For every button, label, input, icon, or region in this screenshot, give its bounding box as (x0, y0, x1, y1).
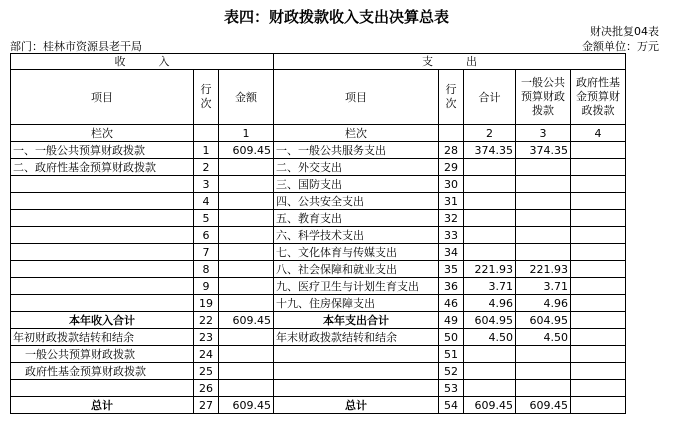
income-amount (219, 227, 274, 244)
table-row (11, 210, 626, 227)
expense-row-no: 51 (439, 346, 464, 363)
income-amount (219, 346, 274, 363)
form-number: 财决批复04表 (590, 25, 659, 38)
expense-item-header: 项目 (274, 70, 439, 125)
income-amount (219, 329, 274, 346)
income-total-label: 本年收入合计 (11, 312, 194, 329)
expense-item: 七、文化体育与传媒支出 (274, 244, 439, 261)
expense-general-budget (516, 380, 571, 397)
income-item: 一般公共预算财政拨款 (11, 346, 194, 363)
income-amount (219, 159, 274, 176)
expense-total: 3.71 (464, 278, 516, 295)
income-row-no: 25 (194, 363, 219, 380)
column-index-4: 4 (571, 125, 626, 142)
expense-fund-budget (571, 159, 626, 176)
expense-total (464, 176, 516, 193)
expense-row-no: 49 (439, 312, 464, 329)
expense-item (274, 380, 439, 397)
expense-fund-budget (571, 244, 626, 261)
income-item (11, 261, 194, 278)
table-row (11, 244, 626, 261)
table-row (11, 346, 626, 363)
column-index-1: 1 (219, 125, 274, 142)
expense-fund-budget (571, 346, 626, 363)
expense-total (464, 210, 516, 227)
expense-general-budget (516, 363, 571, 380)
amount-unit: 金额单位：万元 (582, 40, 659, 53)
expense-general-budget (516, 176, 571, 193)
expense-total (464, 193, 516, 210)
expense-fund-budget (571, 329, 626, 346)
expense-fund-budget (571, 261, 626, 278)
income-item (11, 176, 194, 193)
expense-general-budget: 4.50 (516, 329, 571, 346)
expense-general-budget: 4.96 (516, 295, 571, 312)
expense-total (464, 244, 516, 261)
expense-general-budget: 374.35 (516, 142, 571, 159)
income-row-no: 27 (194, 397, 219, 414)
expense-total-header: 合计 (464, 70, 516, 125)
income-item-header: 项目 (11, 70, 194, 125)
table-row (11, 329, 626, 346)
expense-fund-budget (571, 142, 626, 159)
table-row (11, 363, 626, 380)
income-item (11, 295, 194, 312)
expense-row-no: 54 (439, 397, 464, 414)
expense-item: 年末财政拨款结转和结余 (274, 329, 439, 346)
income-item: 年初财政拨款结转和结余 (11, 329, 194, 346)
income-row-no: 3 (194, 176, 219, 193)
income-row-no: 5 (194, 210, 219, 227)
expense-general-budget (516, 159, 571, 176)
income-row-no: 6 (194, 227, 219, 244)
expense-row-no: 53 (439, 380, 464, 397)
income-total-amount: 609.45 (219, 312, 274, 329)
income-row-no: 24 (194, 346, 219, 363)
grand-total-fund (571, 397, 626, 414)
table-row (11, 193, 626, 210)
income-item (11, 244, 194, 261)
expense-item (274, 363, 439, 380)
expense-total (464, 346, 516, 363)
grand-total-label: 总计 (274, 397, 439, 414)
expense-item (274, 346, 439, 363)
income-item (11, 210, 194, 227)
expense-total (464, 227, 516, 244)
income-amount-header: 金额 (219, 70, 274, 125)
income-row-no: 4 (194, 193, 219, 210)
report-title: 表四：财政拨款收入支出决算总表 (223, 8, 449, 26)
expense-item: 十九、住房保障支出 (274, 295, 439, 312)
department-label: 部门：桂林市资源县老干局 (10, 40, 142, 53)
expense-row-no: 33 (439, 227, 464, 244)
expense-general-budget (516, 244, 571, 261)
expense-row-no: 31 (439, 193, 464, 210)
expense-row-no: 28 (439, 142, 464, 159)
expense-row-no: 32 (439, 210, 464, 227)
income-section-header: 收 入 (11, 54, 274, 70)
expense-row-no: 50 (439, 329, 464, 346)
table-row (11, 261, 626, 278)
expense-general-budget (516, 193, 571, 210)
expense-row-no: 35 (439, 261, 464, 278)
expense-total (464, 363, 516, 380)
expense-row-no: 34 (439, 244, 464, 261)
expense-total (464, 380, 516, 397)
expense-item: 九、医疗卫生与计划生育支出 (274, 278, 439, 295)
fund-budget-header: 政府性基金预算财政拨款 (571, 70, 626, 125)
expense-total: 221.93 (464, 261, 516, 278)
expense-item: 四、公共安全支出 (274, 193, 439, 210)
income-amount (219, 210, 274, 227)
income-row-no: 7 (194, 244, 219, 261)
table-row (11, 295, 626, 312)
grand-total-expense: 609.45 (464, 397, 516, 414)
expense-row-no: 36 (439, 278, 464, 295)
expense-fund-budget (571, 295, 626, 312)
income-amount: 609.45 (219, 142, 274, 159)
income-row-no: 9 (194, 278, 219, 295)
expense-item: 三、国防支出 (274, 176, 439, 193)
budget-summary-table (10, 53, 626, 414)
income-row-no: 26 (194, 380, 219, 397)
expense-total-label: 本年支出合计 (274, 312, 439, 329)
income-rowno-header: 行次 (194, 70, 219, 125)
expense-fund-budget (571, 312, 626, 329)
income-row-no: 22 (194, 312, 219, 329)
expense-row-no: 46 (439, 295, 464, 312)
grand-total-general: 609.45 (516, 397, 571, 414)
table-row (11, 278, 626, 295)
expense-general-budget (516, 346, 571, 363)
income-item (11, 193, 194, 210)
grand-total-income: 609.45 (219, 397, 274, 414)
income-row-no: 2 (194, 159, 219, 176)
expense-fund-budget (571, 380, 626, 397)
general-budget-header: 一般公共预算财政拨款 (516, 70, 571, 125)
income-amount (219, 244, 274, 261)
expense-total: 4.50 (464, 329, 516, 346)
income-item (11, 278, 194, 295)
income-item (11, 227, 194, 244)
expense-fund-budget (571, 176, 626, 193)
table-row (11, 142, 626, 159)
income-amount (219, 193, 274, 210)
expense-item: 六、科学技术支出 (274, 227, 439, 244)
income-row-no: 1 (194, 142, 219, 159)
expense-fund-budget (571, 227, 626, 244)
income-amount (219, 295, 274, 312)
expense-fund-budget (571, 278, 626, 295)
expense-fund-budget (571, 210, 626, 227)
expense-general-budget: 604.95 (516, 312, 571, 329)
table-row (11, 159, 626, 176)
grand-total-row (11, 397, 626, 414)
expense-fund-budget (571, 193, 626, 210)
column-index-label: 栏次 (274, 125, 439, 142)
expense-rowno-header: 行次 (439, 70, 464, 125)
income-amount (219, 176, 274, 193)
expense-total: 374.35 (464, 142, 516, 159)
income-item: 二、政府性基金预算财政拨款 (11, 159, 194, 176)
expense-item: 一、一般公共服务支出 (274, 142, 439, 159)
annual-total-row (11, 312, 626, 329)
column-index-3: 3 (516, 125, 571, 142)
expense-general-budget: 3.71 (516, 278, 571, 295)
table-row (11, 176, 626, 193)
income-item: 政府性基金预算财政拨款 (11, 363, 194, 380)
income-amount (219, 363, 274, 380)
column-index-2: 2 (464, 125, 516, 142)
column-index-label: 栏次 (11, 125, 194, 142)
income-row-no: 8 (194, 261, 219, 278)
expense-row-no: 29 (439, 159, 464, 176)
income-item (11, 380, 194, 397)
expense-item: 二、外交支出 (274, 159, 439, 176)
expense-item: 八、社会保障和就业支出 (274, 261, 439, 278)
expense-row-no: 52 (439, 363, 464, 380)
expense-item: 五、教育支出 (274, 210, 439, 227)
expense-total: 604.95 (464, 312, 516, 329)
table-row (11, 227, 626, 244)
income-item: 一、一般公共预算财政拨款 (11, 142, 194, 159)
expense-general-budget (516, 227, 571, 244)
income-row-no: 19 (194, 295, 219, 312)
expense-fund-budget (571, 363, 626, 380)
income-amount (219, 261, 274, 278)
grand-total-label: 总计 (11, 397, 194, 414)
expense-row-no: 30 (439, 176, 464, 193)
expense-general-budget: 221.93 (516, 261, 571, 278)
income-amount (219, 278, 274, 295)
table-row (11, 380, 626, 397)
income-row-no: 23 (194, 329, 219, 346)
expense-section-header: 支 出 (274, 54, 626, 70)
expense-general-budget (516, 210, 571, 227)
income-amount (219, 380, 274, 397)
expense-total: 4.96 (464, 295, 516, 312)
expense-total (464, 159, 516, 176)
